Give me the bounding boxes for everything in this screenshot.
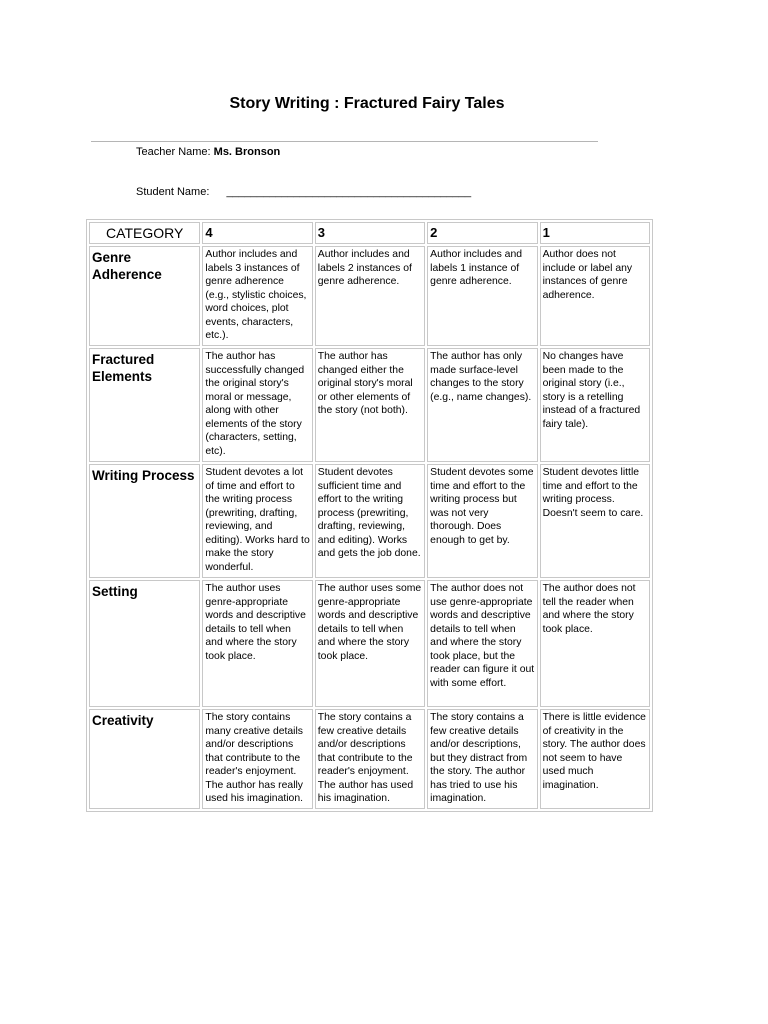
category-name: Creativity (89, 709, 200, 809)
criteria-cell-3: The author uses some genre-appropriate words and descriptive details to tell when and where the story took place. (315, 580, 425, 707)
criteria-cell-2: Student devotes some time and effort to the writing process but was not very thorough. Does enough to get by. (427, 464, 537, 578)
header-score-2: 2 (427, 222, 537, 244)
criteria-cell-2: The story contains a few creative details and/or descriptions, but they distract from the story. The author has tried to use his imagination. (427, 709, 537, 809)
table-row (89, 709, 650, 809)
category-name: Writing Process (89, 464, 200, 578)
criteria-cell-2: The author does not use genre-appropriate words and descriptive details to tell when and where the story took place, but the reader can figure it out with some effort. (427, 580, 537, 707)
table-row (89, 464, 650, 578)
criteria-cell-1: Author does not include or label any instances of genre adherence. (540, 246, 650, 346)
criteria-cell-2: The author has only made surface-level changes to the story (e.g., name changes). (427, 348, 537, 462)
header-category: CATEGORY (89, 222, 200, 244)
criteria-cell-4: Student devotes a lot of time and effort to the writing process (prewriting, drafting, reviewing, and editing). Works hard to make the story wonderful. (202, 464, 312, 578)
criteria-cell-3: Student devotes sufficient time and effort to the writing process (prewriting, drafting, reviewing, and editing). Works and gets the job done. (315, 464, 425, 578)
header-score-3: 3 (315, 222, 425, 244)
criteria-cell-1: Student devotes little time and effort to the writing process. Doesn't seem to care. (540, 464, 650, 578)
category-name: Setting (89, 580, 200, 707)
header-score-4: 4 (202, 222, 312, 244)
student-name-line (136, 186, 471, 198)
category-name: Fractured Elements (89, 348, 200, 462)
page-title: Story Writing : Fractured Fairy Tales (229, 95, 505, 112)
criteria-cell-1: No changes have been made to the original story (i.e., story is a retelling instead of a fractured fairy tale). (540, 348, 650, 462)
criteria-cell-4: The author has successfully changed the original story's moral or message, along with other elements of the story (characters, setting, etc). (202, 348, 312, 462)
criteria-cell-1: There is little evidence of creativity in the story. The author does not seem to have used much imagination. (540, 709, 650, 809)
criteria-cell-1: The author does not tell the reader when and where the story took place. (540, 580, 650, 707)
rubric-table (86, 219, 653, 812)
teacher-name-line (136, 146, 280, 158)
teacher-name-label: Teacher Name: (136, 146, 211, 158)
criteria-cell-4: The story contains many creative details and/or descriptions that contribute to the reader's enjoyment. The author has really used his imagination. (202, 709, 312, 809)
table-row (89, 348, 650, 462)
table-row (89, 246, 650, 346)
criteria-cell-2: Author includes and labels 1 instance of genre adherence. (427, 246, 537, 346)
header-score-1: 1 (540, 222, 650, 244)
category-name: Genre Adherence (89, 246, 200, 346)
criteria-cell-4: Author includes and labels 3 instances of genre adherence (e.g., stylistic choices, word choices, plot events, characters, etc.). (202, 246, 312, 346)
student-name-label: Student Name: (136, 186, 210, 198)
teacher-name-value: Ms. Bronson (213, 146, 281, 158)
title-divider (91, 141, 598, 142)
criteria-cell-4: The author uses genre-appropriate words and descriptive details to tell when and where the story took place. (202, 580, 312, 707)
criteria-cell-3: Author includes and labels 2 instances of genre adherence. (315, 246, 425, 346)
rubric-header-row (89, 222, 650, 244)
criteria-cell-3: The story contains a few creative details and/or descriptions that contribute to the reader's enjoyment. The author has used his imagination. (315, 709, 425, 809)
table-row (89, 580, 650, 707)
student-name-blank: ________________________________________ (226, 186, 472, 198)
criteria-cell-3: The author has changed either the original story's moral or other elements of the story (not both). (315, 348, 425, 462)
